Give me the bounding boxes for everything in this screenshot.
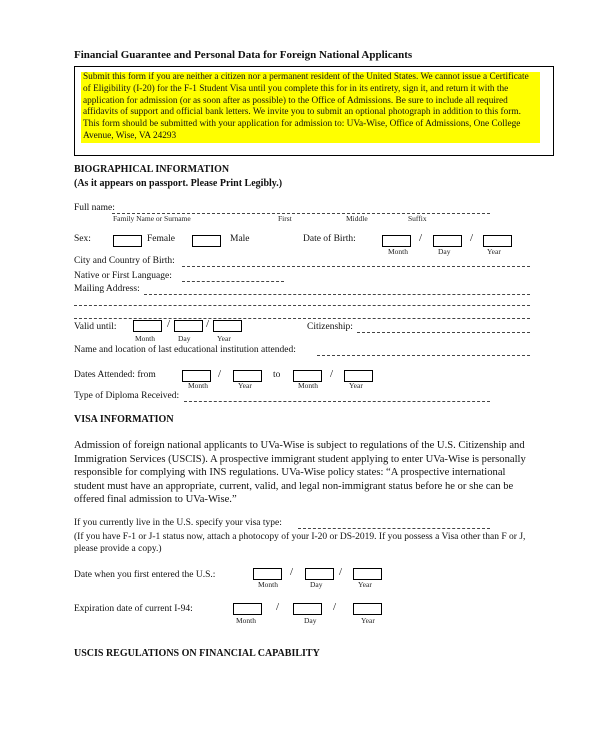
mailing-field-1[interactable] — [144, 294, 530, 295]
expiration-year-caption: Year — [361, 616, 375, 625]
visa-type-label: If you currently live in the U.S. specify your visa type: — [74, 518, 282, 528]
entered-day-caption: Day — [310, 580, 323, 589]
form-title: Financial Guarantee and Personal Data for Foreign National Applicants — [74, 49, 413, 61]
visa-note: (If you have F-1 or J-1 status now, attach a photocopy of your I-20 or DS-2019. If you possess a Visa other than F or J, please provide a copy.) — [74, 532, 526, 554]
last-school-field[interactable] — [317, 355, 530, 356]
visa-type-field[interactable] — [298, 528, 490, 529]
notice-text: Submit this form if you are neither a citizen nor a permanent resident of the United States. We cannot issue a Certificate of Eligibility (I-20) for the F-1 Student Visa until you complete this for in its entirety, sign it, and return it with the application for admission (or as soon after as possible) to the Office of Admissions. Be sure to include all required affidavits of support and official bank letters. We invite you to submit an optional photograph in addition to this form. This form should be submitted with your application for admission to: UVa-Wise, Office of Admissions, One College Avenue, Wise, VA 24293 — [81, 72, 540, 143]
date-slash: / — [333, 601, 337, 613]
dob-year-box[interactable] — [483, 235, 512, 247]
language-label: Native or First Language: — [74, 271, 172, 281]
sex-label: Sex: — [74, 234, 91, 244]
entered-month-caption: Month — [258, 580, 279, 589]
citizenship-label: Citizenship: — [307, 322, 353, 332]
diploma-label: Type of Diploma Received: — [74, 391, 180, 401]
expiration-day-box[interactable] — [293, 603, 322, 615]
full-name-label: Full name: — [74, 203, 115, 213]
uscis-heading: USCIS REGULATIONS ON FINANCIAL CAPABILITY — [74, 648, 320, 659]
language-field[interactable] — [182, 281, 284, 282]
name-part-first: First — [278, 214, 292, 223]
expiration-label: Expiration date of current I-94: — [74, 604, 193, 614]
name-part-middle: Middle — [346, 214, 368, 223]
date-slash: / — [419, 232, 423, 244]
visa-heading: VISA INFORMATION — [74, 414, 174, 425]
entered-year-box[interactable] — [353, 568, 382, 580]
city-label: City and Country of Birth: — [74, 256, 175, 266]
from-month-caption: Month — [188, 381, 209, 390]
entered-month-box[interactable] — [253, 568, 282, 580]
last-school-label: Name and location of last educational institution attended: — [74, 345, 296, 355]
mailing-field-3[interactable] — [74, 318, 530, 319]
to-label: to — [273, 370, 281, 380]
bio-heading: BIOGRAPHICAL INFORMATION — [74, 164, 230, 175]
to-month-caption: Month — [298, 381, 319, 390]
expiration-year-box[interactable] — [353, 603, 382, 615]
visa-paragraph: Admission of foreign national applicants to UVa-Wise is subject to regulations of the U.S. Citizenship and Immigration Services (USCIS). A prospective immigrant student applying to enter UVa-Wise is personally responsible for complying with INS regulations. UVa-Wise policy states: “A prospective international student must have an appropriate, current, valid, and legal non-immigrant status before he or she can be offered final admission to UVa-Wise.” — [74, 440, 526, 505]
valid-day-box[interactable] — [174, 320, 203, 332]
valid-year-caption: Year — [217, 334, 231, 343]
notice-box — [74, 66, 554, 156]
male-label: Male — [230, 234, 250, 244]
dob-year-caption: Year — [487, 247, 501, 256]
expiration-month-box[interactable] — [233, 603, 262, 615]
entered-day-box[interactable] — [305, 568, 334, 580]
valid-month-box[interactable] — [133, 320, 162, 332]
to-year-caption: Year — [349, 381, 363, 390]
female-checkbox[interactable] — [113, 235, 142, 247]
first-entered-label: Date when you first entered the U.S.: — [74, 570, 216, 580]
name-part-suffix: Suffix — [408, 214, 427, 223]
date-slash: / — [330, 368, 334, 380]
dob-label: Date of Birth: — [303, 234, 356, 244]
date-slash: / — [290, 566, 294, 578]
from-year-caption: Year — [238, 381, 252, 390]
date-slash: / — [206, 318, 210, 330]
valid-month-caption: Month — [135, 334, 156, 343]
city-field[interactable] — [182, 266, 530, 267]
dob-day-caption: Day — [438, 247, 451, 256]
dob-month-caption: Month — [388, 247, 409, 256]
date-slash: / — [339, 566, 343, 578]
name-part-surname: Family Name or Surname — [113, 214, 191, 223]
dob-month-box[interactable] — [382, 235, 411, 247]
citizenship-field[interactable] — [357, 332, 530, 333]
mailing-label: Mailing Address: — [74, 284, 140, 294]
dates-attended-label: Dates Attended: from — [74, 370, 156, 380]
expiration-day-caption: Day — [304, 616, 317, 625]
expiration-month-caption: Month — [236, 616, 257, 625]
diploma-field[interactable] — [184, 401, 490, 402]
date-slash: / — [218, 368, 222, 380]
valid-year-box[interactable] — [213, 320, 242, 332]
valid-day-caption: Day — [178, 334, 191, 343]
mailing-field-2[interactable] — [74, 305, 530, 306]
male-checkbox[interactable] — [192, 235, 221, 247]
dob-day-box[interactable] — [433, 235, 462, 247]
date-slash: / — [276, 601, 280, 613]
valid-until-label: Valid until: — [74, 322, 117, 332]
bio-subheading: (As it appears on passport. Please Print Legibly.) — [74, 178, 283, 189]
date-slash: / — [167, 318, 171, 330]
female-label: Female — [147, 234, 175, 244]
date-slash: / — [470, 232, 474, 244]
entered-year-caption: Year — [358, 580, 372, 589]
